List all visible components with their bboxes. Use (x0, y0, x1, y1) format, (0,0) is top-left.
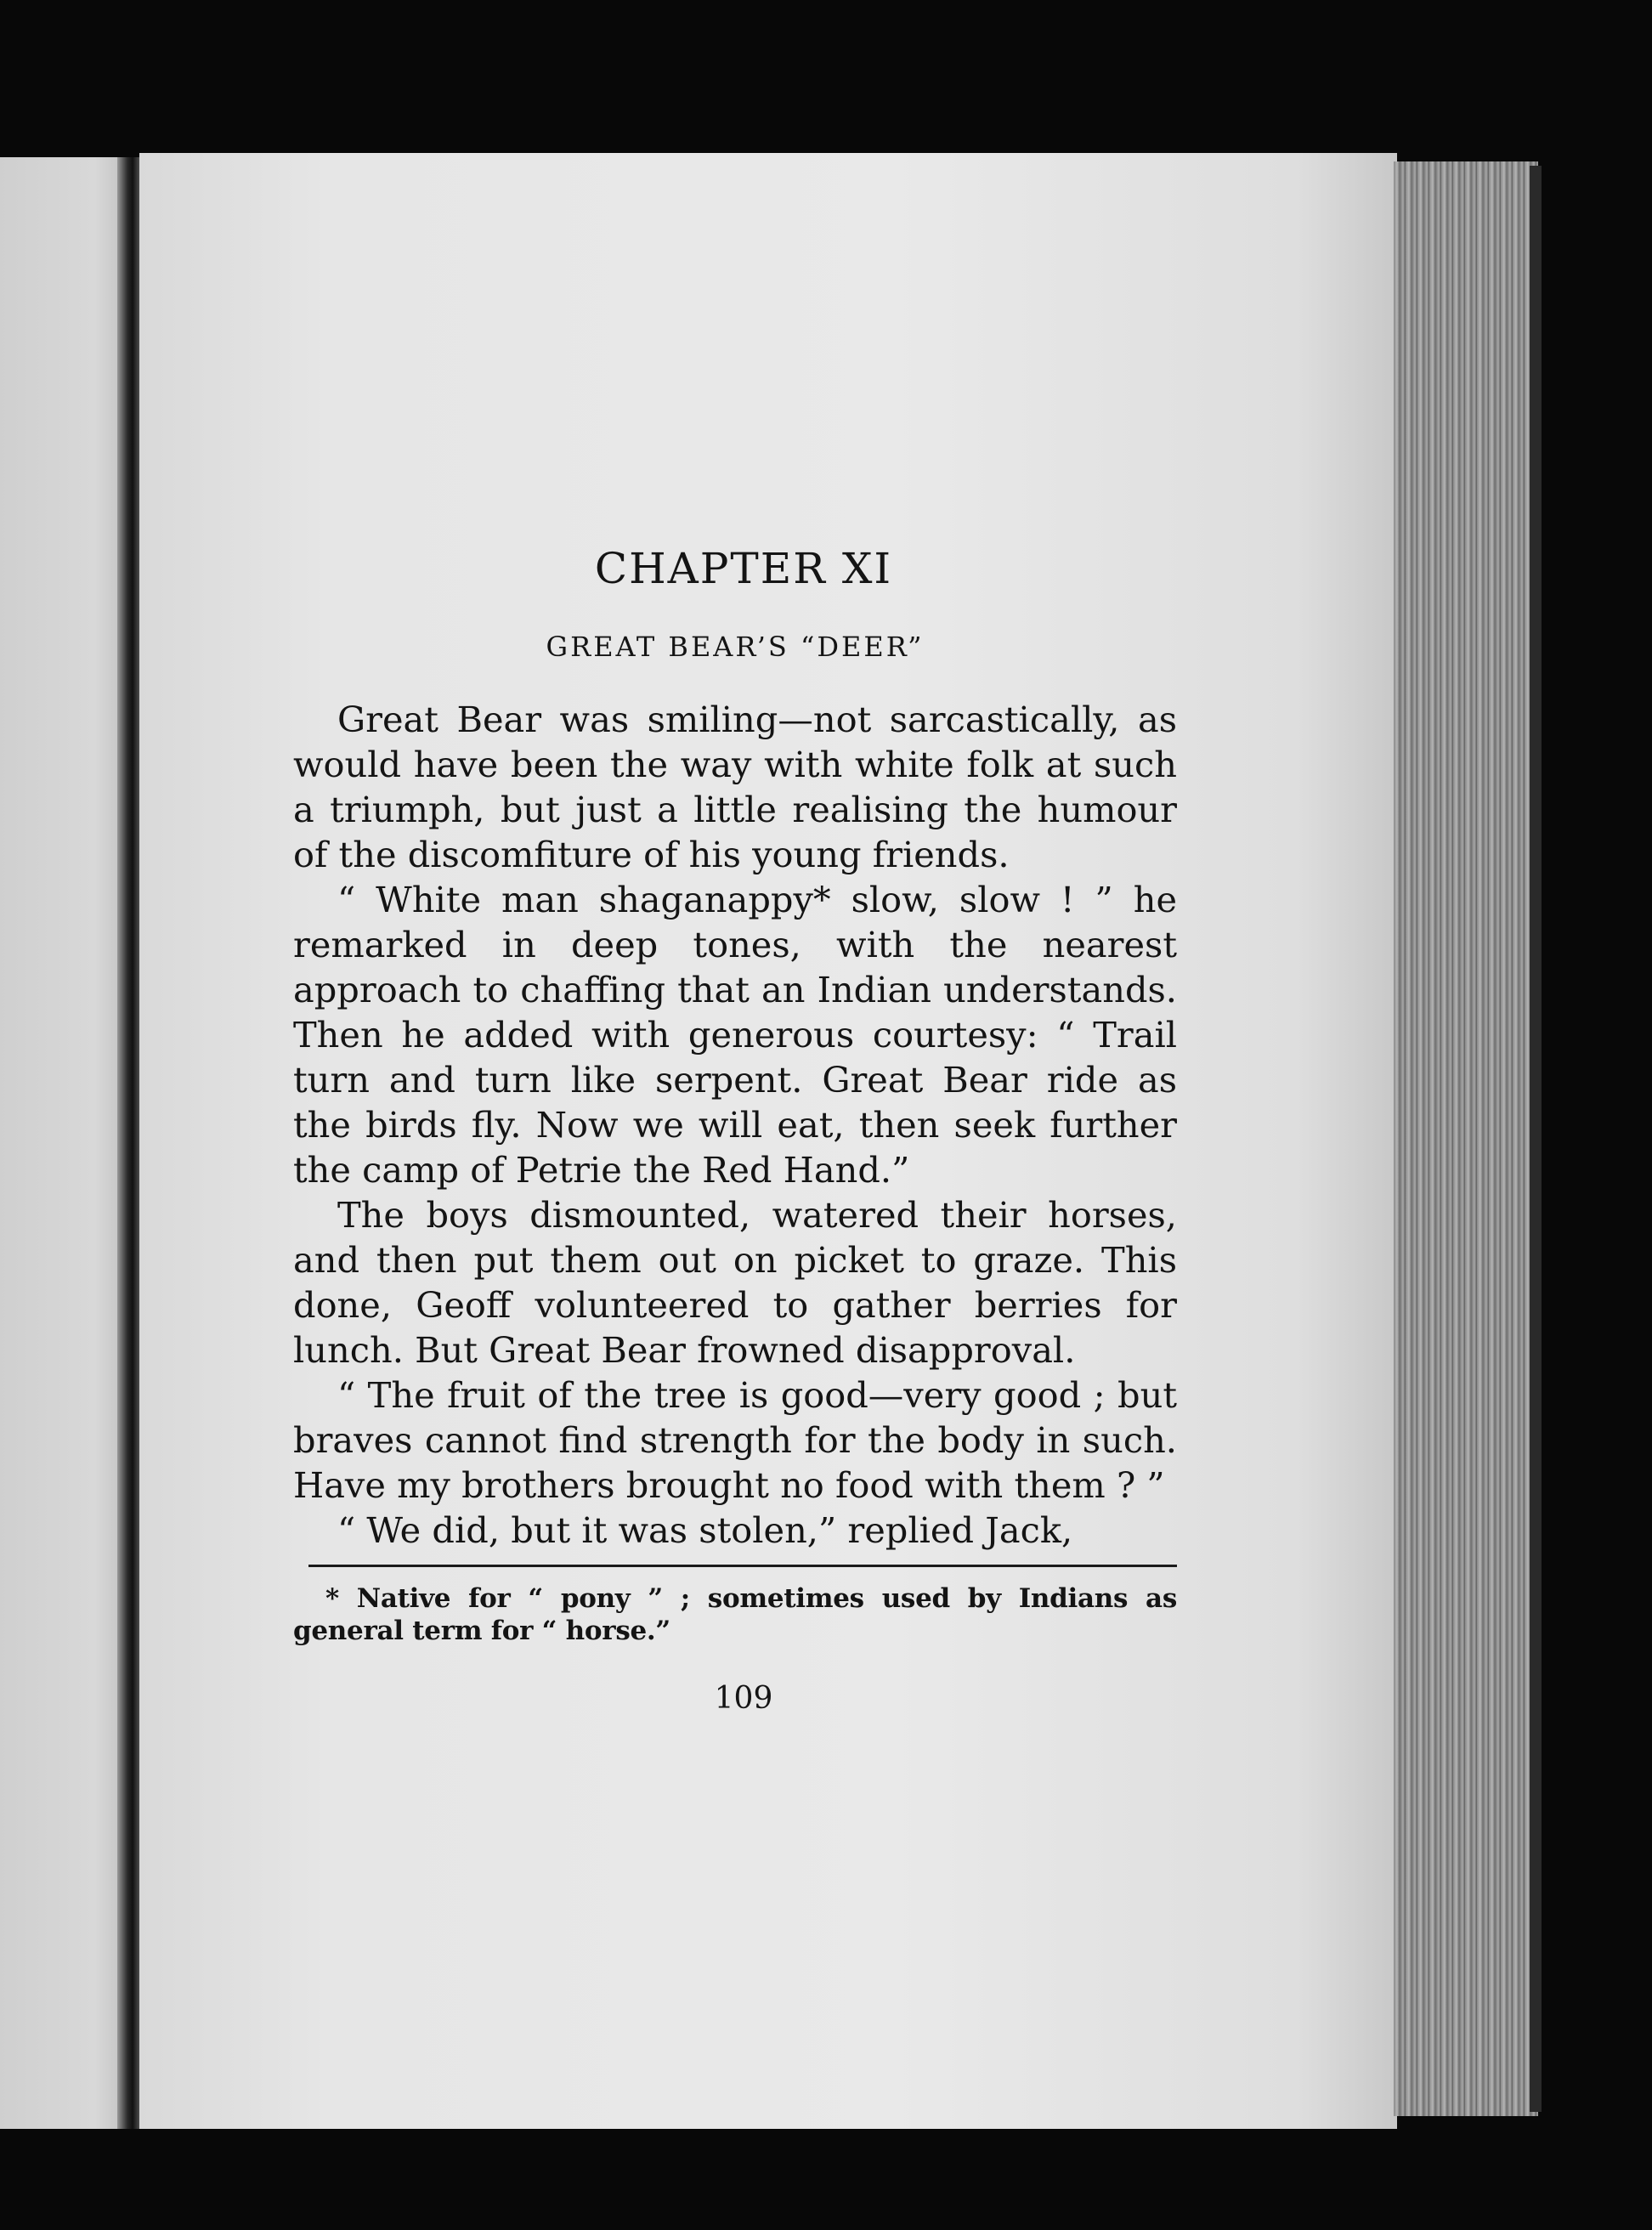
footnote: * Native for “ pony ” ; sometimes used by Indians as general term for “ horse.” (293, 1583, 1177, 1646)
chapter-subtitle: GREAT BEAR’S “DEER” (546, 631, 925, 663)
chapter-title: CHAPTER XI (594, 544, 893, 593)
paragraph-5: “ We did, but it was stolen,” replied Jack, (337, 1509, 1073, 1551)
page-number: 109 (714, 1681, 773, 1716)
stacked-page-edges (1394, 161, 1538, 2116)
paragraph-3: The boys dismounted, watered their horses, and then put them out on picket to graze. This done, Geoff volunteered to gather berries for lunch. But Great Bear frowned disapproval. (293, 1194, 1177, 1371)
paragraph-1: Great Bear was smiling—not sarcastically, as would have been the way with white folk at such a triumph, but just a little realising the humour of the discomfiture of his young friends. (293, 699, 1177, 875)
page-text-block (293, 544, 1177, 1716)
footnote-rule (308, 1565, 1177, 1567)
page-edge-shadow (1530, 166, 1542, 2112)
previous-page-edge (0, 157, 136, 2129)
paragraph-2: “ White man shaganappy* slow, slow ! ” he remarked in deep tones, with the nearest approach to chaffing that an Indian understands. Then he added with generous courtesy: “ Trail turn and turn like serpent. Great Bear ride as the birds fly. Now we will eat, then seek further the camp of Petrie the Red Hand.” (293, 879, 1177, 1191)
paragraph-4: “ The fruit of the tree is good—very good ; but braves cannot find strength for the body in such. Have my brothers brought no food with them ? ” (293, 1374, 1177, 1506)
